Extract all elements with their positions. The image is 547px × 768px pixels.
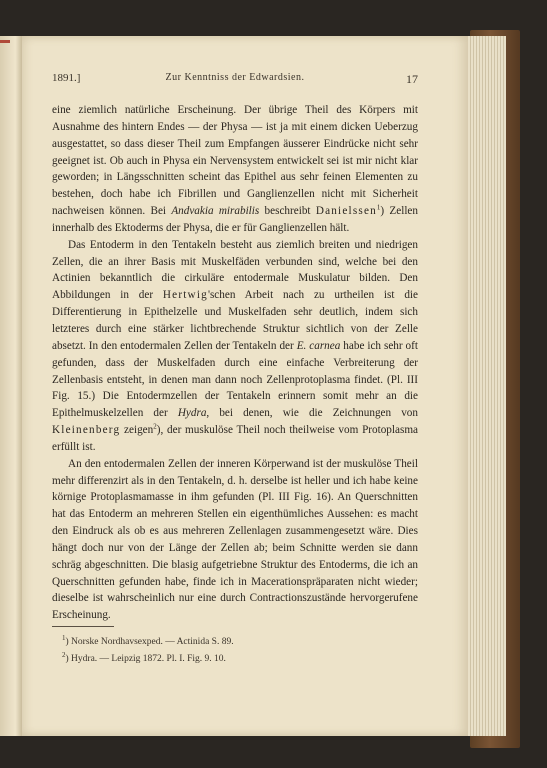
footnotes	[62, 634, 418, 668]
p2-text-e: zeigen	[120, 424, 154, 437]
p1-text-a: eine ziemlich natürliche Erscheinung. Der übrige Theil des Körpers mit Ausnahme des hintern Endes — der Physa — ist ja mit einem dicken Ueberzug ausgestattet, so dass dieser Theil zum Empfangen äusserer Eindrücke nicht sehr geeignet ist. Ob auch in Physa ein Nervensystem entwickelt sei ist mir nicht klar geworden; in Längsschnitten scheint das Epithel aus sehr feinen Elementen zu bestehen, doch habe ich Fibrillen und Ganglienzellen nicht mit Sicherheit nachweisen können. Bei	[52, 104, 418, 218]
footnote-2-text: ) Hydra. — Leipzig 1872. Pl. I. Fig. 9. 10.	[65, 654, 226, 664]
p2-author-kleinenberg: Kleinenberg	[52, 424, 121, 437]
p2-author-hertwig: Hertwig	[162, 289, 208, 302]
footnote-ref-2: 2	[153, 422, 157, 431]
footnote-divider	[52, 626, 114, 627]
page-number: 17	[406, 72, 418, 86]
footnote-2-mark: 2	[62, 650, 66, 659]
paragraph-3: An den entodermalen Zellen der inneren Körperwand ist der muskulöse Theil mehr differenzirt als in den Tentakeln, d. h. derselbe ist heller und ich habe keine körnige Protoplasmamasse in ihm gefunden (Pl. III Fig. 16). An Querschnitten hat das Entoderm an mehreren Stellen ein eigenthümliches Aussehen: es macht den Eindruck als ob es aus mehreren Zellenlagen zusammengesetzt wäre. Dies hängt doch nur von der Länge der Zellen ab; beim Schnitte werden sie dann schräg abgeschnitten. Die blasig aufgetriebne Struktur des Entoderms, die ich an Querschnitten gefunden habe, finde ich in Macerationspräparaten nicht wieder; dieselbe ist wahrscheinlich nur eine durch Contractionszustände hervorgerufene Erscheinung.	[52, 457, 418, 622]
p2-text-a: Das Entoderm in den Tentakeln besteht aus ziemlich breiten und niedrigen Zellen, die an ihrer Basis mit Muskelfäden verbunden sind, welche bei den Actinien bekanntlich die cirkuläre entodermale Muskulatur bilden. Den Abbildungen in der	[52, 238, 418, 302]
p2-text-c: habe ich sehr oft gefunden, dass der Muskelfaden durch eine einfache Verbreiterung der Zellenbasis entsteht, in denen man dann noch Zellenprotoplasma findet. (Pl. III Fig. 15.) Die Entodermzellen der Tentakeln erinnern somit mehr an die Epithelmuskelzellen der	[52, 339, 418, 420]
p1-author: Danielssen	[315, 205, 377, 218]
p2-text-f: ), der muskulöse Theil noch theilweise vom Protoplasma erfüllt ist.	[52, 424, 418, 453]
body-text	[52, 102, 418, 624]
footnote-ref-1: 1	[376, 203, 381, 212]
p2-text-b: 'schen Arbeit nach zu urtheilen ist die Differentierung in Epithelzelle und Muskelfaden sehr deutlich, indem sich letzteres durch eine stärker lichtbrechende Struktur sichtlich von der Zelle absetzt. In den entodermalen Zellen der Tentakeln der	[52, 289, 418, 352]
header-year: 1891.]	[52, 72, 81, 84]
paragraph-1	[52, 102, 418, 237]
p2-species-hydra: Hydra	[177, 407, 207, 420]
footnote-1	[62, 634, 418, 651]
p2-species-carnea: E. carnea	[296, 339, 341, 352]
header-title: Zur Kenntniss der Edwardsien.	[165, 72, 305, 83]
page-marker-tab	[0, 40, 10, 43]
paragraph-2	[52, 237, 418, 456]
p1-text-c: ) Zellen innerhalb des Ektoderms der Physa, die er für Ganglienzellen hält.	[52, 205, 418, 234]
footnote-2	[62, 651, 418, 668]
p1-species: Andvakia mirabilis	[171, 205, 260, 218]
facing-page-edge	[0, 36, 23, 736]
footnote-1-mark: 1	[62, 633, 66, 642]
page-stack-edge	[462, 36, 506, 736]
footnote-1-text: ) Norske Nordhavsexped. — Actinida S. 89.	[65, 637, 234, 647]
running-header	[52, 72, 418, 90]
p2-text-d: , bei denen, wie die Zeichnungen von	[206, 407, 418, 420]
book-page	[22, 36, 468, 736]
p1-text-b: beschreibt	[259, 205, 316, 218]
